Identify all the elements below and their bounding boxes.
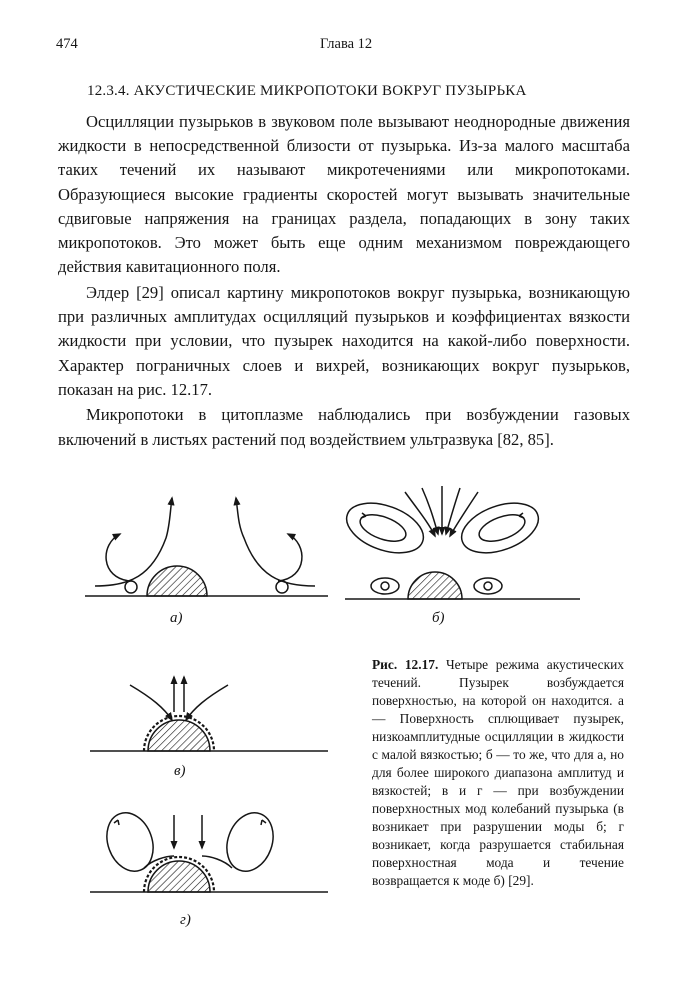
paragraph-2: Элдер [29] описал картину микропотоков вокруг пузырька, возникающую при различных амплитудах осцилляций пузырьков и коэффициентах вязкости жидкости при условии, что пузырек находится на какой-либо поверхности. Характер пограничных слоев и вихрей, возникающих вокруг пузырьков, показан на рис. 12.17. bbox=[58, 282, 630, 399]
paragraph-3: Микропотоки в цитоплазме наблюдались при возбуждении газовых включений в листьях растений под воздействием ультразвука [82, 85]. bbox=[58, 405, 630, 449]
panel-b-label: б) bbox=[432, 610, 445, 626]
panel-b-diagram bbox=[340, 486, 580, 599]
panel-d-label: г) bbox=[180, 912, 191, 928]
section-title: 12.3.4. АКУСТИЧЕСКИЕ МИКРОПОТОКИ ВОКРУГ ПУЗЫРЬКА bbox=[87, 83, 527, 99]
running-head: Глава 12 bbox=[320, 36, 373, 52]
panel-c-diagram bbox=[90, 677, 328, 751]
paragraph-1: Осцилляции пузырьков в звуковом поле вызывают неоднородные движения жидкости в непосредственной близости от пузырька. Из-за малого масштаба таких течений их называют микротечениями или микропотоками. Образующиеся высокие градиенты скоростей могут вызывать значительные сдвиговые напряжения на границах раздела, попадающих в зону таких микропотоков. Это может быть еще одним механизмом повреждающего действия кавитационного поля. bbox=[58, 112, 630, 277]
panel-d-diagram bbox=[90, 806, 328, 892]
page-number: 474 bbox=[56, 36, 78, 52]
panel-a-diagram bbox=[85, 498, 328, 596]
panel-a-label: а) bbox=[170, 610, 183, 626]
caption-label: Рис. 12.17. bbox=[372, 657, 439, 672]
panel-c-label: в) bbox=[174, 763, 186, 779]
body-text bbox=[58, 110, 630, 453]
figure-caption bbox=[372, 656, 624, 890]
caption-text: Четыре режима акустических течений. Пузырек возбуждается поверхностью, на которой он находится. а — Поверхность сплющивает пузырек, низкоамплитудные осцилляции в жидкости с малой вязкостью; б — то же, что для а, но для более широкого диапазона амплитуд и вязкостей; в и г — при возбуждении поверхностных мод колебаний пузырька (в возникает при разрушении моды б; г возникает, когда разрушается стабильная поверхностная мода и течение возвращается к моде б) [29]. bbox=[372, 657, 624, 888]
